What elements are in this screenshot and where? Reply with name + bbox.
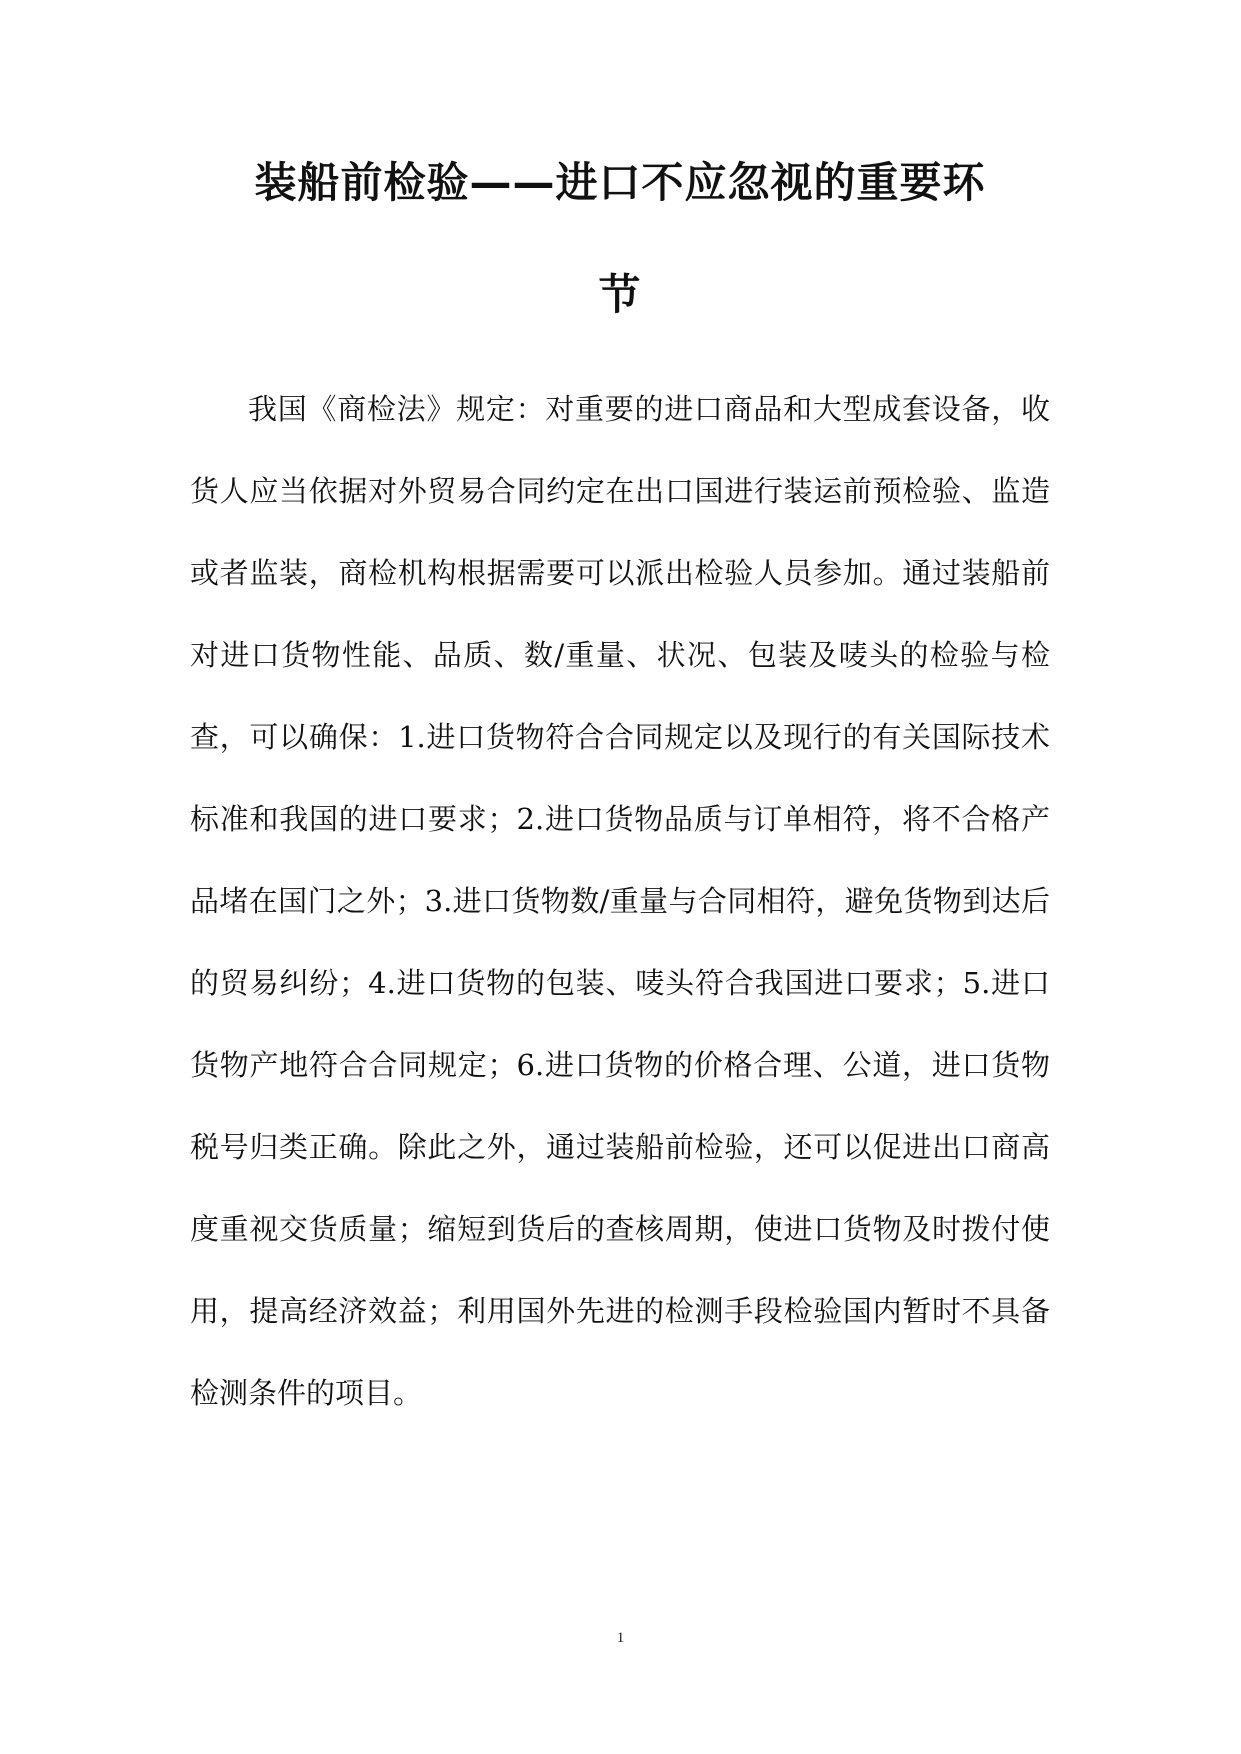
page-number: 1 <box>616 1630 625 1646</box>
document-title-line-1: 装船前检验——进口不应忽视的重要环 <box>254 158 986 207</box>
document-title-line-2: 节 <box>598 270 642 319</box>
body-paragraph: 我国《商检法》规定：对重要的进口商品和大型成套设备，收货人应当依据对外贸易合同约定在出口国进行装运前预检验、监造或者监装，商检机构根据需要可以派出检验人员参加。通过装船前对进口货物性能、品质、数/重量、状况、包装及唛头的检验与检查，可以确保：1.进口货物符合合同规定以及现行的有关国际技术标准和我国的进口要求；2.进口货物品质与订单相符，将不合格产品堵在国门之外；3.进口货物数/重量与合同相符，避免货物到达后的贸易纠纷；4.进口货物的包装、唛头符合我国进口要求；5.进口货物产地符合合同规定；6.进口货物的价格合理、公道，进口货物税号归类正确。除此之外，通过装船前检验，还可以促进出口商高度重视交货质量；缩短到货后的查核周期，使进口货物及时拨付使用，提高经济效益；利用国外先进的检测手段检验国内暂时不具备检测条件的项目。 <box>190 392 1050 1410</box>
